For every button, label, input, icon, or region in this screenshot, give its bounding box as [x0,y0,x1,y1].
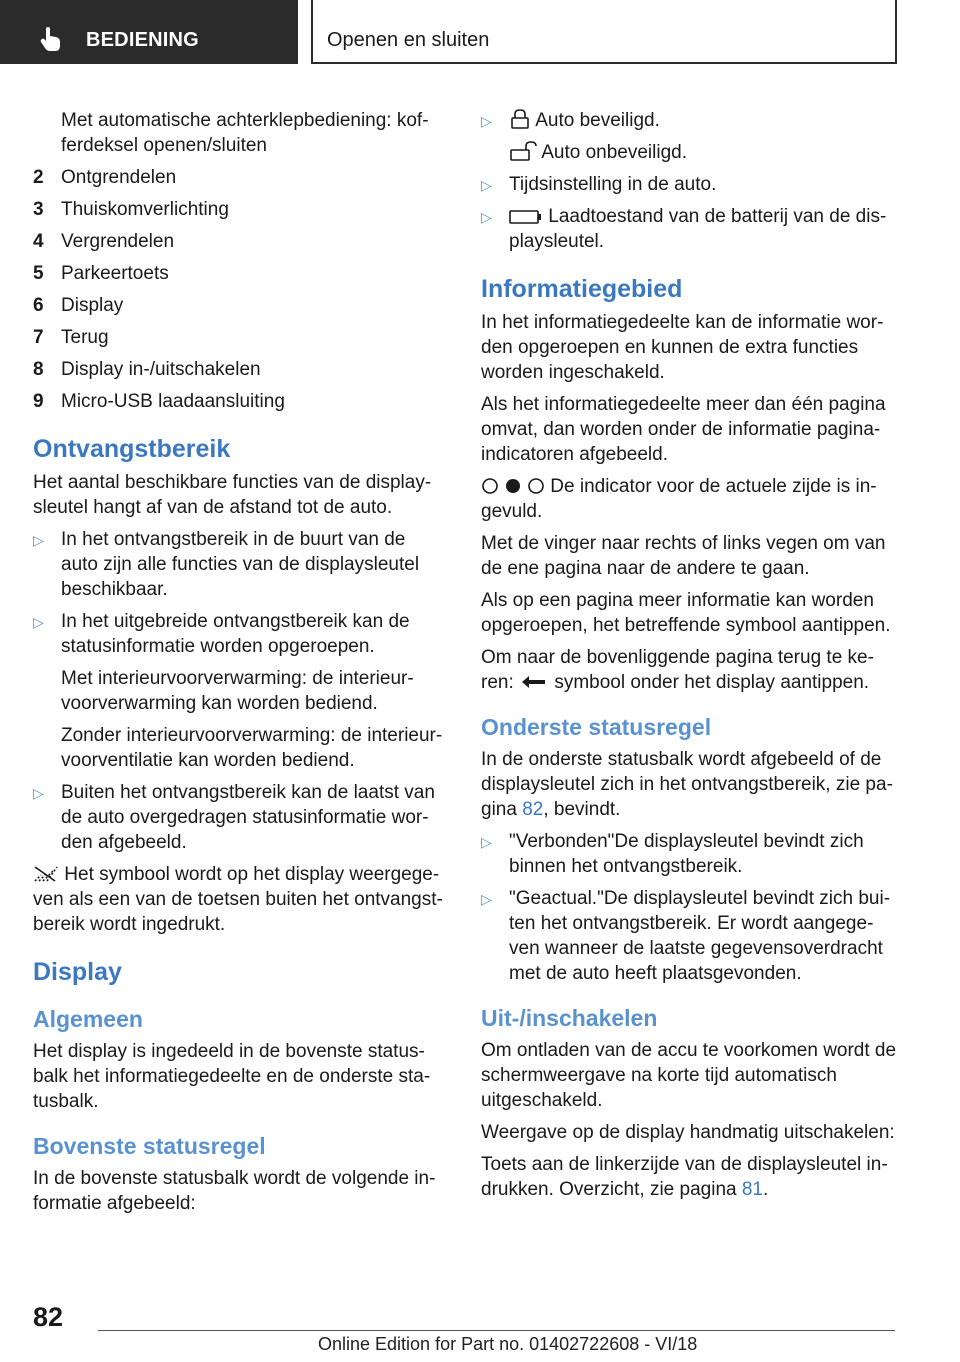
heading-ontvangstbereik: Ontvangstbereik [33,435,231,463]
paragraph [33,862,445,937]
bullet-text: Tijdsinstelling in de auto. [509,174,717,195]
bullet-item [33,609,445,659]
item-number: 8 [33,359,44,380]
battery-icon [509,209,543,225]
paragraph-text: Toets aan de linkerzijde van de displaysleutel indrukken. Overzicht, zie pagina [481,1154,888,1200]
triangle-bullet-icon: ▷ [481,834,492,850]
page-link[interactable]: 82 [522,799,544,820]
item-number: 4 [33,231,44,252]
paragraph: In het informatiegedeelte kan de informatie worden opgeroepen en kunnen de extra functies worden ingeschakeld. [481,312,884,383]
list-item [33,261,445,286]
heading-display: Display [33,958,122,986]
chapter-label: Openen en sluiten [327,29,490,51]
paragraph: Als het informatiegedeelte meer dan één pagina omvat, dan worden onder de informatie paginaindicatoren afgebeeld. [481,394,886,465]
heading-uit-inschakelen: Uit-/inschakelen [481,1005,658,1031]
page-number: 82 [33,1302,64,1332]
paragraph-text: In de onderste statusbalk wordt afgebeeld of de displaysleutel zich in het ontvangstbereik, zie pagina [481,749,893,820]
heading-algemeen: Algemeen [33,1006,143,1032]
item-label: Parkeertoets [61,263,169,284]
lock-closed-icon [509,109,531,129]
item-number: 5 [33,263,44,284]
paragraph: Weergave op de display handmatig uitschakelen: [481,1122,895,1143]
bullet-text: In het ontvangstbereik in de buurt van de auto zijn alle functies van de displaysleutel beschikbaar. [61,529,420,600]
page-link[interactable]: 81 [741,1179,763,1200]
paragraph: Als op een pagina meer informatie kan worden opgeroepen, het betreffende symbool aantippen. [481,590,891,636]
heading-informatiegebied: Informatiegebied [481,275,683,303]
hand-pointer-icon [40,26,62,52]
bullet-text: Buiten het ontvangstbereik kan de laatst van de auto overgedragen statusinformatie worden afgebeeld. [61,782,435,853]
item-label: Ontgrendelen [61,167,177,188]
footer-edition: Online Edition for Part no. 01402722608 - VI/18 [318,1334,698,1354]
bullet-text: "Verbonden"De displaysleutel bevindt zich binnen het ontvangstbereik. [509,831,864,877]
heading-onderste-statusregel: Onderste statusregel [481,714,712,740]
list-item [33,325,445,350]
paragraph: Met de vinger naar rechts of links vegen om van de ene pagina naar de andere te gaan. [481,533,886,579]
item-number: 9 [33,391,44,412]
triangle-bullet-icon: ▷ [33,785,44,801]
section-label: BEDIENING [86,29,199,51]
page-header [0,0,960,66]
item-number: 2 [33,167,44,188]
paragraph-text: . [763,1179,769,1200]
section-tab [0,0,298,64]
triangle-bullet-icon: ▷ [33,614,44,630]
list-item [33,197,445,222]
paragraph: Om ontladen van de accu te voorkomen wordt de schermweergave na korte tijd automatisch uitgeschakeld. [481,1040,897,1111]
item-label: Terug [61,327,109,348]
list-item [33,389,445,414]
list-item [33,293,445,318]
bullet-item [481,829,897,879]
item-label: Vergrendelen [61,231,175,252]
paragraph [481,1152,897,1202]
item-number: 6 [33,295,44,316]
lock-open-icon [509,141,537,161]
paragraph: Het aantal beschikbare functies van de displaysleutel hangt af van de afstand tot de auto. [33,472,432,518]
item-label: Display [61,295,124,316]
no-signal-icon [33,865,59,883]
list-item [33,165,445,190]
paragraph-text: Om naar de bovenliggende pagina terug te keren: [481,647,874,693]
sub-paragraph: Zonder interieurvoorverwarming: de interieurvoorventilatie kan worden bediend. [61,725,443,771]
sub-paragraph [481,140,897,165]
paragraph [481,747,897,822]
bullet-item [33,527,445,602]
bullet-item [481,204,897,254]
item-label: Micro-USB laadaansluiting [61,391,285,412]
bullet-text: Laadtoestand van de batterij van de displaysleutel. [509,206,887,252]
intro-text: Met automatische achterklepbediening: kofferdeksel openen/sluiten [61,110,429,156]
paragraph-text: De indicator voor de actuele zijde is ingevuld. [481,476,877,522]
paragraph [481,474,897,524]
paragraph: Het display is ingedeeld in de bovenste statusbalk het informatiegedeelte en de onderste statusbalk. [33,1041,431,1112]
bullet-item [481,172,897,197]
triangle-bullet-icon: ▷ [481,177,492,193]
bullet-item [481,108,897,133]
triangle-bullet-icon: ▷ [481,113,492,129]
bullet-text: "Geactual."De displaysleutel bevindt zich buiten het ontvangstbereik. Er wordt aangegeven wanneer de laatste gegevensoverdracht met de auto heeft plaatsgevonden. [509,888,891,984]
list-item [33,357,445,382]
footer-divider [98,1330,895,1331]
chapter-tab [311,0,897,64]
sub-paragraph: Met interieurvoorverwarming: de interieurvoorverwarming kan worden bediend. [61,668,414,714]
paragraph-text: , bevindt. [543,799,621,820]
right-column [481,108,897,1209]
item-label: Thuiskomverlichting [61,199,229,220]
paragraph [481,645,897,695]
page-indicator-icon [481,477,545,495]
paragraph-text: Het symbool wordt op het display weergegeven als een van de toetsen buiten het ontvangstbereik wordt ingedrukt. [33,864,443,935]
triangle-bullet-icon: ▷ [481,891,492,907]
list-item [33,229,445,254]
item-number: 7 [33,327,44,348]
bullet-item [33,780,445,855]
triangle-bullet-icon: ▷ [481,209,492,225]
item-label: Display in-/uitschakelen [61,359,261,380]
bullet-item [481,886,897,986]
bullet-text: Auto beveiligd. [535,110,660,131]
triangle-bullet-icon: ▷ [33,532,44,548]
paragraph: In de bovenste statusbalk wordt de volgende informatie afgebeeld: [33,1168,436,1214]
back-arrow-icon [519,673,549,691]
paragraph-text: symbool onder het display aantippen. [554,672,870,693]
item-number: 3 [33,199,44,220]
left-column [33,108,445,1223]
sub-text: Auto onbeveiligd. [541,142,688,163]
bullet-text: In het uitgebreide ontvangstbereik kan de statusinformatie worden opgeroepen. [61,611,410,657]
heading-bovenste-statusregel: Bovenste statusregel [33,1133,266,1159]
